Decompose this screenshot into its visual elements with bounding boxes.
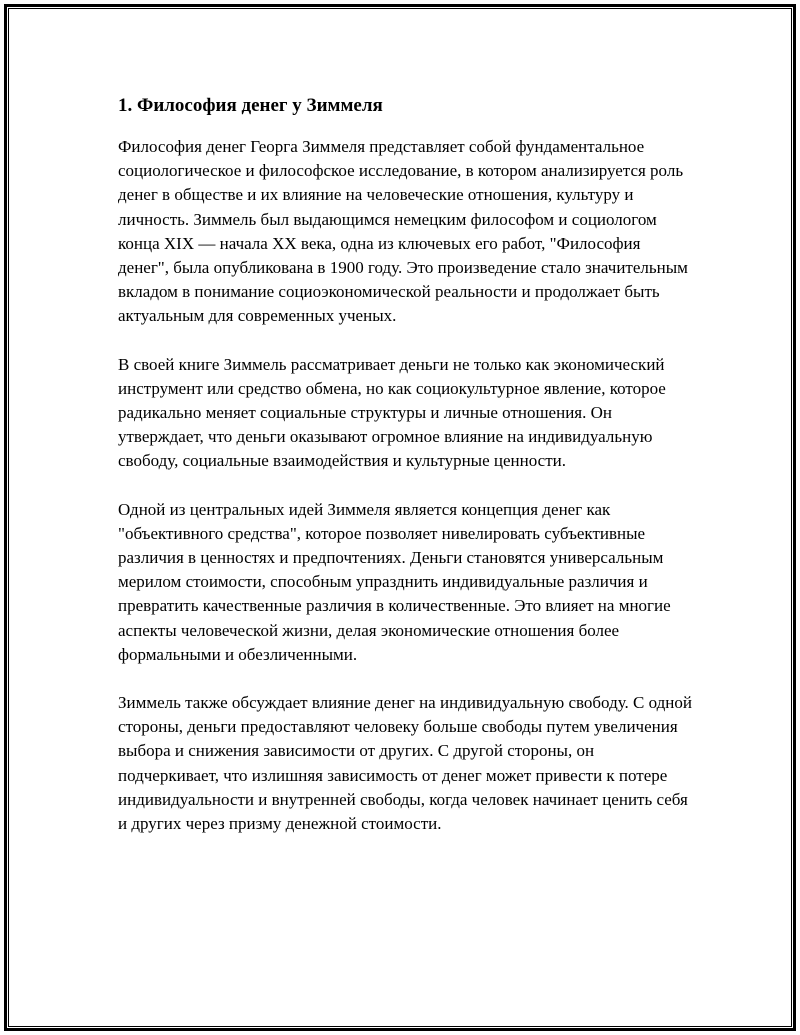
- document-body: [118, 93, 693, 836]
- section-heading: 1. Философия денег у Зиммеля: [118, 95, 383, 116]
- paragraph-3: Одной из центральных идей Зиммеля является концепция денег как "объективного средства", которое позволяет нивелировать субъективные различия в ценностях и предпочтениях. Деньги становятся универсальным мерилом стоимости, способным упразднить индивидуальные различия и превратить качественные различия в количественные. Это влияет на многие аспекты человеческой жизни, делая экономические отношения более формальными и обезличенными.: [118, 499, 671, 664]
- paragraph-1: Философия денег Георга Зиммеля представляет собой фундаментальное социологическое и философское исследование, в котором анализируется роль денег в обществе и их влияние на человеческие отношения, культуру и личность. Зиммель был выдающимся немецким философом и социологом конца XIX — начала XX века, одна из ключевых его работ, "Философия денег", была опубликована в 1900 году. Это произведение стало значительным вкладом в понимание социоэкономической реальности и продолжает быть актуальным для современных ученых.: [118, 137, 688, 326]
- paragraph-4: Зиммель также обсуждает влияние денег на индивидуальную свободу. С одной стороны, деньги предоставляют человеку больше свободы путем увеличения выбора и снижения зависимости от других. С другой стороны, он подчеркивает, что излишняя зависимость от денег может привести к потере индивидуальности и внутренней свободы, когда человек начинает ценить себя и других через призму денежной стоимости.: [118, 693, 692, 834]
- paragraph-2: В своей книге Зиммель рассматривает деньги не только как экономический инструмент или средство обмена, но как социокультурное явление, которое радикально меняет социальные структуры и личные отношения. Он утверждает, что деньги оказывают огромное влияние на индивидуальную свободу, социальные взаимодействия и культурные ценности.: [118, 354, 666, 471]
